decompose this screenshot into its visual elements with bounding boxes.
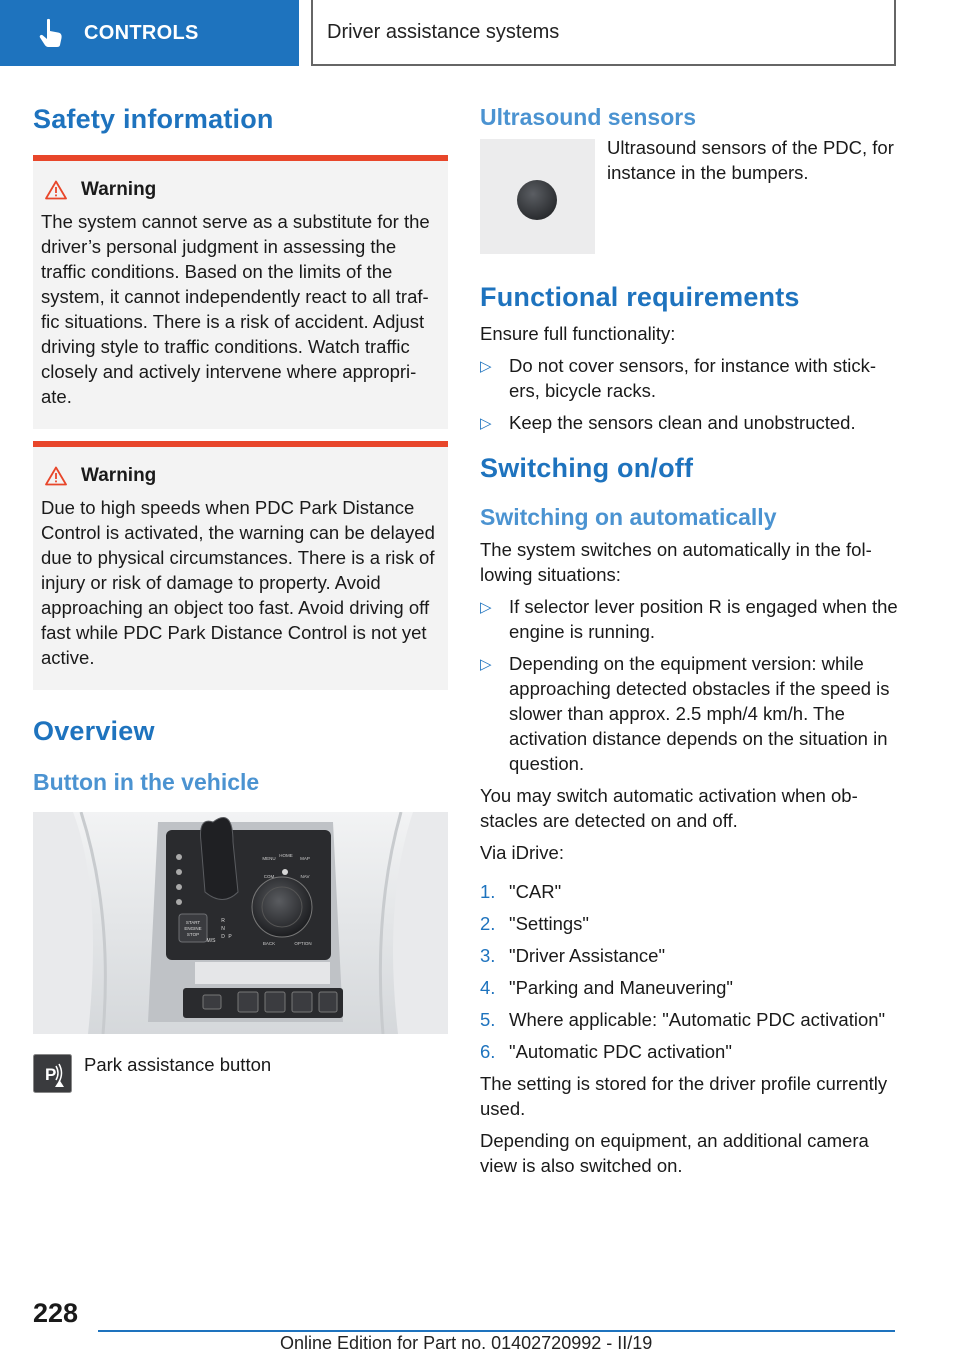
step-item: 2. "Settings" bbox=[480, 913, 589, 934]
warning-box-1 bbox=[33, 155, 448, 429]
list-item: ▷ Depending on the equipment version: while approaching detected obstacles if the speed is slower than approx. 2.5 mph/4 km/h. The activation distance depends on the situation in question. bbox=[480, 653, 890, 774]
warning-title-text: Warning bbox=[81, 465, 157, 486]
warning-title-text: Warning bbox=[81, 179, 157, 200]
park-button-legend bbox=[33, 1054, 448, 1093]
auto-heading: Switching on automatically bbox=[480, 504, 777, 530]
step-item: 1. "CAR" bbox=[480, 881, 562, 902]
triangle-bullet-icon: ▷ bbox=[480, 415, 492, 432]
triangle-bullet-icon: ▷ bbox=[480, 358, 492, 375]
triangle-bullet-icon: ▷ bbox=[480, 656, 492, 673]
overview-heading: Overview bbox=[33, 716, 155, 746]
warning-box-2 bbox=[33, 441, 448, 690]
camera-text: Depending on equipment, an additional camera view is also switched on. bbox=[480, 1130, 869, 1176]
switch-heading: Switching on/off bbox=[480, 453, 694, 483]
console-home-label: HOME bbox=[279, 853, 293, 858]
safety-heading: Safety information bbox=[33, 104, 274, 134]
chapter-tab bbox=[0, 0, 299, 66]
func-list bbox=[480, 353, 900, 435]
idrive-steps bbox=[480, 879, 900, 1064]
auto-note: You may switch automatic activation when obstacles are detected on and off. bbox=[480, 785, 858, 831]
ultrasound-heading: Ultrasound sensors bbox=[480, 104, 696, 130]
console-start-label: START bbox=[185, 920, 201, 925]
button-heading: Button in the vehicle bbox=[33, 769, 260, 795]
console-gear-ms-label: M/S bbox=[206, 938, 216, 944]
list-item: ▷ Do not cover sensors, for instance with stickers, bicycle racks. bbox=[480, 355, 877, 401]
console-option-label: OPTION bbox=[294, 941, 312, 946]
park-caption: Park assistance button bbox=[84, 1054, 272, 1075]
right-column bbox=[480, 96, 900, 1178]
footer-divider bbox=[98, 1330, 895, 1332]
warning-title bbox=[45, 465, 440, 487]
center-console-image bbox=[33, 812, 448, 1034]
page-header bbox=[0, 0, 960, 66]
func-intro: Ensure full functionality: bbox=[480, 323, 676, 344]
left-column bbox=[33, 96, 448, 1093]
list-item: ▷ Keep the sensors clean and unobstructed. bbox=[480, 410, 900, 435]
func-heading: Functional requirements bbox=[480, 282, 800, 312]
svg-text:P: P bbox=[45, 1065, 57, 1084]
auto-list bbox=[480, 594, 900, 776]
console-stop-label: STOP bbox=[186, 932, 200, 937]
section-title: Driver assistance systems bbox=[327, 20, 560, 43]
console-gear-n-label: N bbox=[221, 926, 225, 932]
step-item: 4. "Parking and Maneuvering" bbox=[480, 977, 733, 998]
console-gear-d-label: D bbox=[221, 934, 225, 940]
console-menu-label: MENU bbox=[262, 856, 276, 861]
console-gear-p-label: P bbox=[228, 934, 232, 940]
park-assist-button-icon bbox=[33, 1054, 72, 1093]
chapter-label: CONTROLS bbox=[84, 21, 199, 44]
step-item: 6. "Automatic PDC activation" bbox=[480, 1041, 732, 1062]
step-item: 5. Where applicable: "Automatic PDC activation" bbox=[480, 1009, 886, 1030]
warning-text: The system cannot serve as a substitute for the driver’s personal judgment in assessing the traffic conditions. Based on the limits of the system, it cannot independently react to all traffic situations. There is a risk of accident. Adjust driving style to traffic conditions. Watch traffic closely and actively intervene where appropriate. bbox=[41, 211, 430, 407]
step-item: 3. "Driver Assistance" bbox=[480, 945, 666, 966]
console-nav-label: NAV bbox=[300, 874, 310, 879]
list-item: ▷ If selector lever position R is engaged when the engine is running. bbox=[480, 596, 898, 642]
console-gear-r-label: R bbox=[221, 918, 225, 924]
console-com-label: COM bbox=[263, 874, 275, 879]
warning-triangle-icon bbox=[45, 180, 67, 200]
console-back-label: BACK bbox=[262, 941, 276, 946]
ultrasound-block bbox=[480, 139, 900, 254]
console-engine-label: ENGINE bbox=[184, 926, 202, 931]
warning-title bbox=[45, 179, 440, 201]
console-map-label: MAP bbox=[300, 856, 310, 861]
auto-intro: The system switches on automatically in the following situations: bbox=[480, 539, 872, 585]
warning-triangle-icon bbox=[45, 466, 67, 486]
ultrasound-text: Ultrasound sensors of the PDC, for instance in the bumpers. bbox=[607, 137, 894, 183]
hand-pointer-icon bbox=[38, 18, 66, 48]
page-number: 228 bbox=[33, 1298, 79, 1328]
via-idrive: Via iDrive: bbox=[480, 842, 564, 863]
edition-text: Online Edition for Part no. 01402720992 - II/19 bbox=[280, 1333, 653, 1353]
warning-text: Due to high speeds when PDC Park Distance Control is activated, the warning can be delayed due to physical circumstances. There is a risk of injury or risk of damage to property. Avoid approaching an object too fast. Avoid driving off fast while PDC Park Distance Control is not yet active. bbox=[41, 497, 435, 668]
sensor-icon bbox=[517, 180, 557, 220]
stored-text: The setting is stored for the driver profile currently used. bbox=[480, 1073, 888, 1119]
triangle-bullet-icon: ▷ bbox=[480, 599, 492, 616]
section-header bbox=[311, 0, 896, 66]
sensor-image bbox=[480, 139, 595, 254]
